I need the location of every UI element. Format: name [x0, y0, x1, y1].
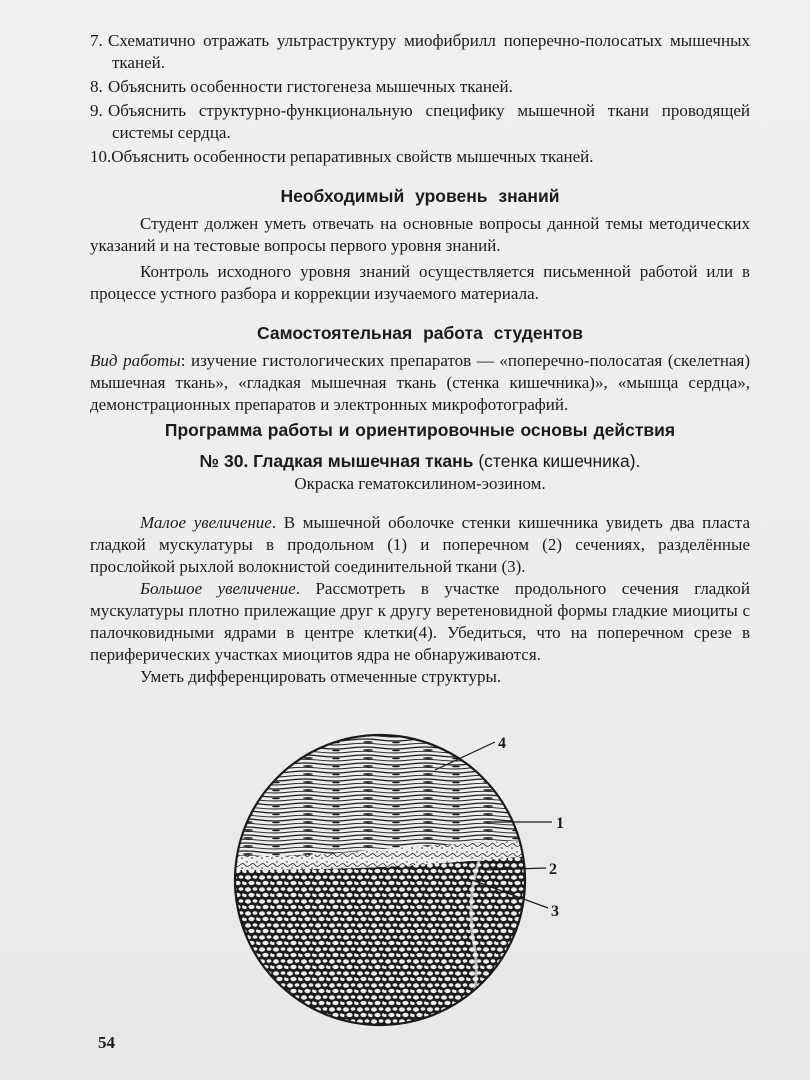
list-item: 9. Объяснить структурно-функциональную специфику мышечной ткани проводящей системы сердца. — [90, 101, 750, 142]
figure-label-2: 2 — [549, 861, 557, 878]
transverse-layer — [230, 856, 530, 1030]
tissue-section — [230, 730, 530, 1030]
high-magnification-label: Большое увеличение — [140, 579, 296, 598]
program-heading: Программа работы и ориентировочные основы действия — [164, 420, 676, 440]
list-item: 7. Схематично отражать ультраструктуру миофибрилл поперечно-полосатых мышечных тканей. — [90, 31, 750, 72]
high-magnification-paragraph: Большое увеличение. Рассмотреть в участке продольного сечения гладкой мускулатуры плотно прилежащие друг к другу веретеновидной формы гладкие миоциты с палочковидными ядрами в центре клетки(4). Убедиться, что на поперечном срезе в периферических участках миоцитов ядра не обнаруживаются. — [90, 579, 750, 664]
page-number: 54 — [98, 1033, 115, 1052]
smooth-muscle-micrograph-figure — [230, 730, 580, 1030]
figure-label-3: 3 — [551, 903, 559, 920]
objectives-list — [90, 30, 750, 168]
skill-paragraph: Уметь дифференцировать отмеченные структуры. — [140, 667, 502, 686]
figure-label-1: 1 — [556, 815, 564, 832]
low-magnification-paragraph: Малое увеличение. В мышечной оболочке стенки кишечника увидеть два пласта гладкой мускулатуры в продольном (1) и поперечном (2) сечениях, разделённые прослойкой рыхлой волокнистой соединительной ткани (3). — [90, 513, 750, 576]
figure-label-4: 4 — [498, 735, 506, 752]
stain-method: Окраска гематоксилином-эозином. — [294, 474, 546, 493]
preparation-title: № 30. Гладкая мышечная ткань (стенка кишечника). — [199, 451, 641, 471]
list-item: 8. Объяснить особенности гистогенеза мышечных тканей. — [90, 77, 513, 96]
selfwork-heading: Самостоятельная работа студентов — [257, 323, 583, 343]
knowledge-paragraph-2: Контроль исходного уровня знаний осуществляется письменной работой или в процессе устного разбора и коррекции изучаемого материала. — [90, 262, 750, 303]
low-magnification-label: Малое увеличение — [140, 513, 272, 532]
selfwork-paragraph: Вид работы: изучение гистологических препаратов — «поперечно-полосатая (скелетная) мышечная ткань», «гладкая мышечная ткань (стенка кишечника)», «мышца сердца», демонстрационных препаратов и электронных микрофотографий. — [90, 351, 750, 414]
knowledge-paragraph-1: Студент должен уметь отвечать на основные вопросы данной темы методических указаний и на тестовые вопросы первого уровня знаний. — [90, 214, 750, 255]
work-type-label: Вид работы — [90, 351, 181, 370]
knowledge-heading: Необходимый уровень знаний — [280, 186, 560, 206]
page-content — [90, 30, 750, 692]
list-item: 10.Объяснить особенности репаративных свойств мышечных тканей. — [90, 147, 594, 166]
